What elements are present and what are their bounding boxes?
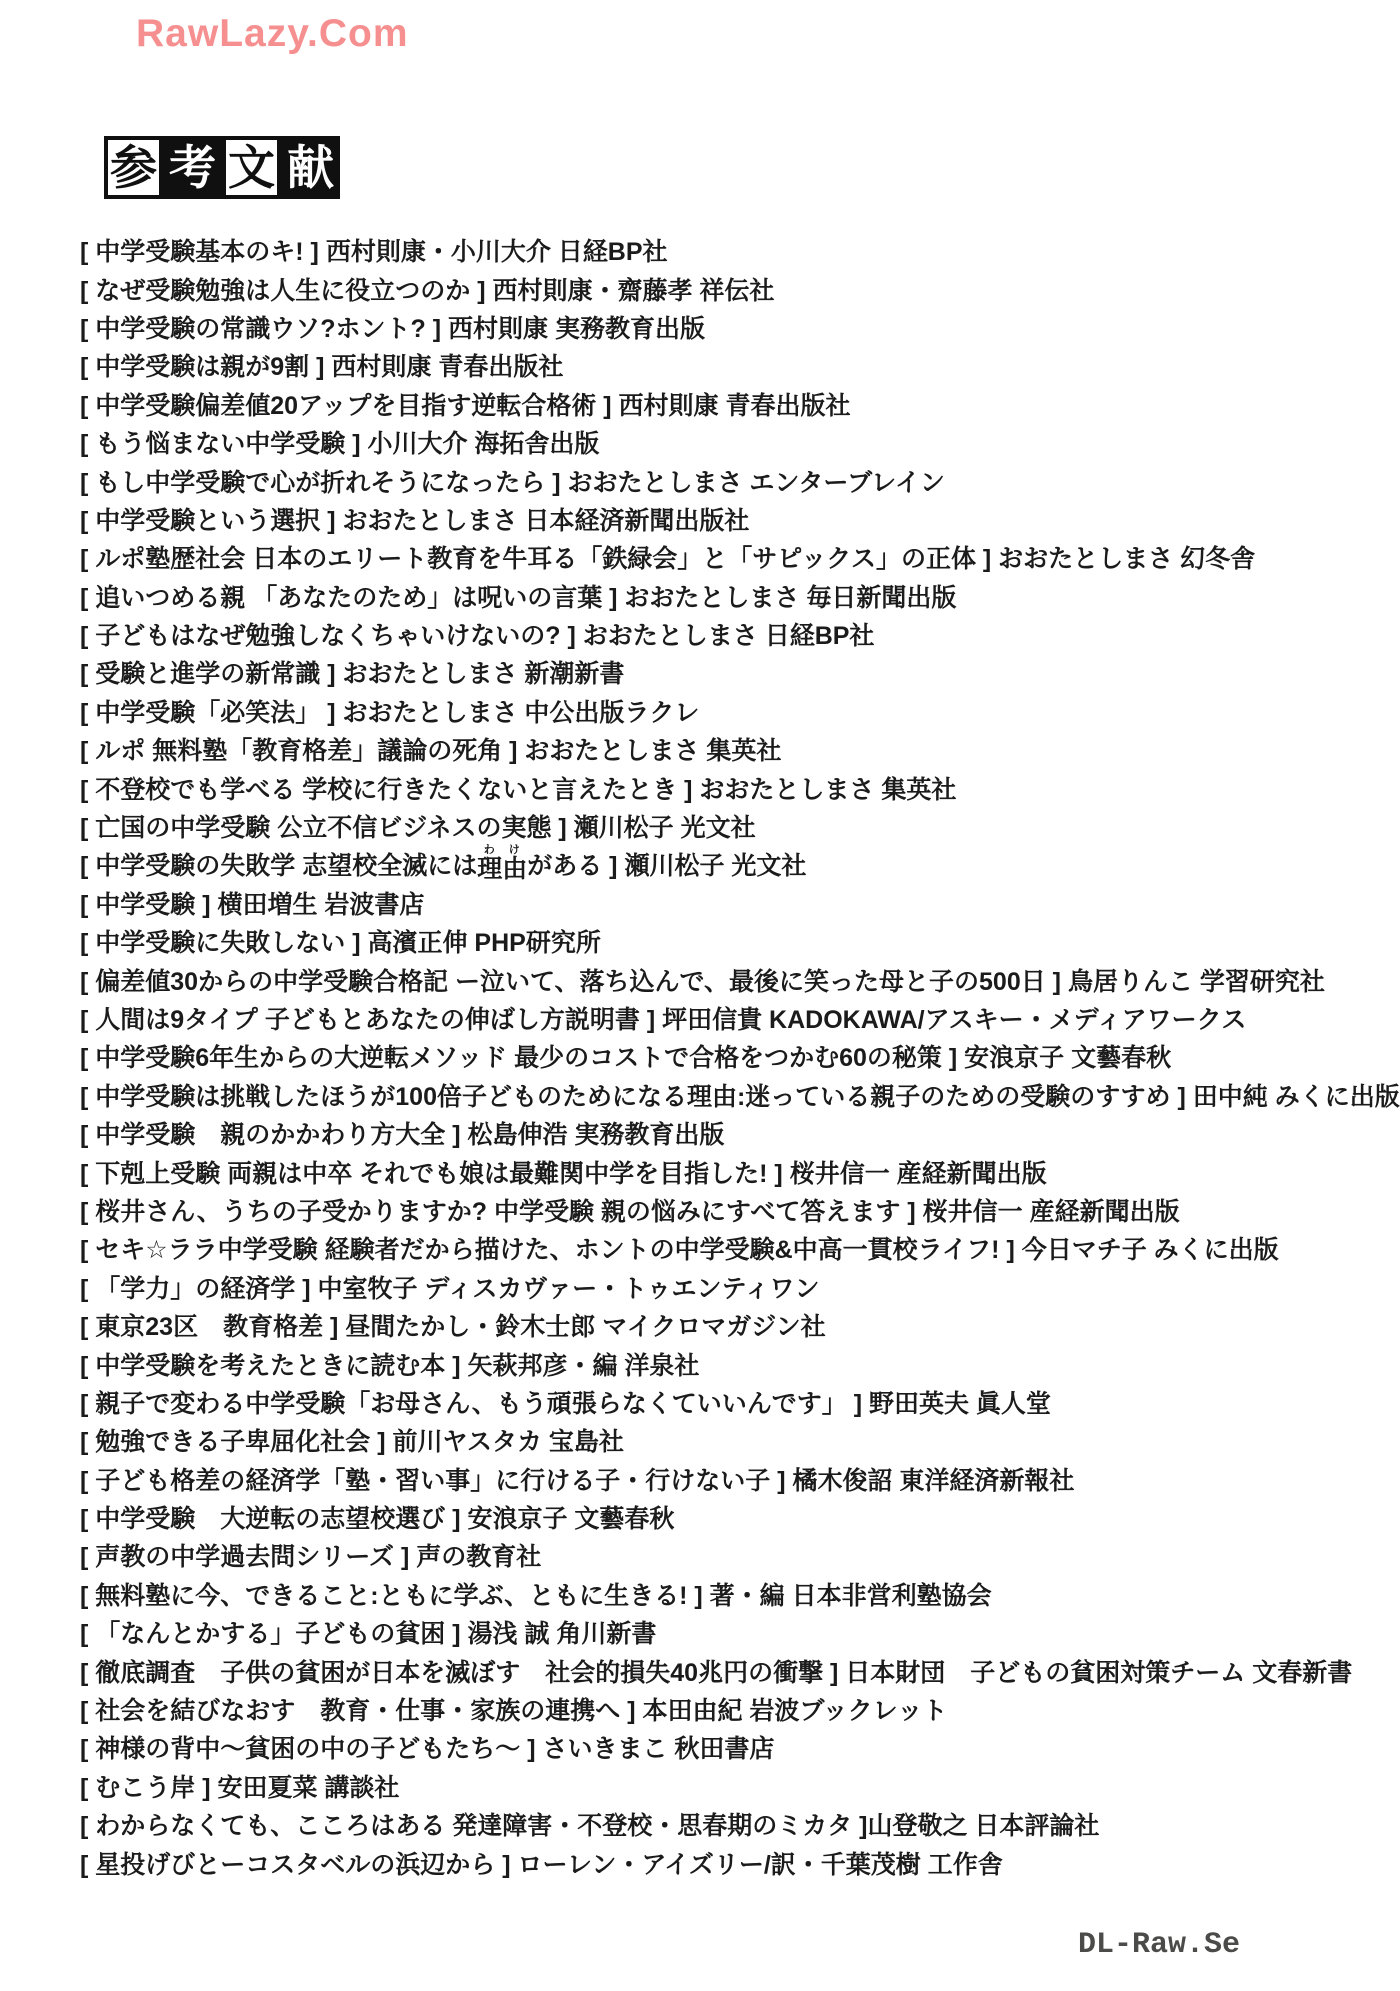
bibliography-list xyxy=(80,231,1400,1882)
entry-text: [ なぜ受験勉強は人生に役立つのか ] 西村則康・齋藤孝 祥伝社 xyxy=(80,276,775,305)
bibliography-entry xyxy=(80,1767,1390,1805)
entry-text: [ 不登校でも学べる 学校に行きたくないと言えたとき ] おおたとしまさ 集英社 xyxy=(80,775,957,804)
bibliography-entry xyxy=(80,231,1390,269)
bibliography-entry xyxy=(80,423,1390,461)
entry-text: [ 子ども格差の経済学「塾・習い事」に行ける子・行けない子 ] 橘木俊詔 東洋経済新報社 xyxy=(80,1466,1075,1495)
header-char: 文 xyxy=(222,136,281,199)
entry-text: [ 中学受験に失敗しない ] 高濱正伸 PHP研究所 xyxy=(80,929,601,958)
bibliography-entry xyxy=(80,1651,1390,1689)
entry-text: [ 中学受験の失敗学 志望校全滅には xyxy=(80,852,478,881)
bibliography-entry xyxy=(80,1268,1390,1306)
furigana-ruby xyxy=(477,844,527,885)
bibliography-entry xyxy=(80,1536,1390,1574)
entry-text: [ ルポ塾歴社会 日本のエリート教育を牛耳る「鉄緑会」と「サピックス」の正体 ] おおたとしまさ 幻冬舎 xyxy=(80,545,1256,574)
bibliography-entry xyxy=(80,1690,1390,1728)
bibliography-entry xyxy=(80,960,1390,998)
entry-text: [ 桜井さん、うちの子受かりますか? 中学受験 親の悩みにすべて答えます ] 桜井信一 産経新聞出版 xyxy=(80,1197,1180,1226)
entry-text: [ 人間は9タイプ 子どもとあなたの伸ばし方説明書 ] 坪田信貴 KADOKAWA/アスキー・メディアワークス xyxy=(80,1006,1247,1034)
entry-text: [ 亡国の中学受験 公立不信ビジネスの実態 ] 瀬川松子 光文社 xyxy=(80,814,756,843)
bibliography-entry xyxy=(80,999,1390,1037)
bibliography-entry xyxy=(80,1152,1390,1190)
entry-text: [ 中学受験という選択 ] おおたとしまさ 日本経済新聞出版社 xyxy=(80,506,750,535)
entry-text: [ 追いつめる親 「あなたのため」は呪いの言葉 ] おおたとしまさ 毎日新聞出版 xyxy=(80,583,957,612)
bibliography-entry xyxy=(80,1460,1390,1498)
bibliography-entry xyxy=(80,500,1390,538)
bibliography-entry xyxy=(80,346,1390,384)
entry-text: がある ] 瀬川松子 光文社 xyxy=(527,852,807,881)
entry-text: [ 偏差値30からの中学受験合格記 ー泣いて、落ち込んで、最後に笑った母と子の500日 ] 鳥居りんこ 学習研究社 xyxy=(80,967,1325,996)
entry-text: [ 中学受験偏差値20アップを目指す逆転合格術 ] 西村則康 青春出版社 xyxy=(80,391,851,420)
bibliography-entry xyxy=(80,768,1390,806)
bibliography-entry xyxy=(80,1613,1390,1651)
entry-text: [ セキ☆ララ中学受験 経験者だから描けた、ホントの中学受験&中高一貫校ライフ! ] 今日マチ子 みくに出版 xyxy=(80,1236,1279,1265)
bibliography-entry xyxy=(80,1383,1390,1421)
entry-text: [ 中学受験 親のかかわり方大全 ] 松島伸浩 実務教育出版 xyxy=(80,1121,725,1150)
header-char: 参 xyxy=(104,136,163,199)
entry-text: [ 無料塾に今、できること:ともに学ぶ、ともに生きる! ] 著・編 日本非営利塾協会 xyxy=(80,1581,992,1610)
bibliography-entry xyxy=(80,1037,1390,1075)
bibliography-entry xyxy=(80,1076,1400,1114)
bibliography-entry xyxy=(80,1805,1390,1843)
entry-text: [ 中学受験は挑戦したほうが100倍子どものためになる理由:迷っている親子のための受験のすすめ ] 田中純 みくに出版 xyxy=(80,1082,1400,1111)
bibliography-entry xyxy=(80,884,1390,922)
bibliography-entry xyxy=(80,845,1390,883)
entry-text: [ 中学受験 ] 横田増生 岩波書店 xyxy=(80,890,425,919)
bibliography-entry xyxy=(80,1421,1390,1459)
entry-text: [ 神様の背中〜貧困の中の子どもたち〜 ] さいきまこ 秋田書店 xyxy=(80,1735,775,1764)
entry-text: [ むこう岸 ] 安田夏菜 講談社 xyxy=(80,1773,400,1802)
entry-text: [ 中学受験は親が9割 ] 西村則康 青春出版社 xyxy=(80,353,564,382)
entry-text: [ 中学受験を考えたときに読む本 ] 矢萩邦彦・編 洋泉社 xyxy=(80,1351,700,1380)
entry-text: [ 東京23区 教育格差 ] 昼間たかし・鈴木士郎 マイクロマガジン社 xyxy=(80,1313,826,1342)
bibliography-entry xyxy=(80,922,1390,960)
bibliography-entry xyxy=(80,653,1390,691)
entry-text: [ 中学受験の常識ウソ?ホント? ] 西村則康 実務教育出版 xyxy=(80,314,705,343)
bibliography-entry xyxy=(80,1843,1390,1881)
bibliography-entry xyxy=(80,730,1390,768)
bibliography-entry xyxy=(80,1575,1390,1613)
bibliography-entry xyxy=(80,308,1390,346)
bibliography-entry xyxy=(80,1114,1390,1152)
references-header xyxy=(104,136,340,199)
entry-text: [ 勉強できる子卑屈化社会 ] 前川ヤスタカ 宝島社 xyxy=(80,1428,624,1457)
header-char: 献 xyxy=(281,136,340,199)
bibliography-entry xyxy=(80,1229,1390,1267)
entry-text: [ 子どもはなぜ勉強しなくちゃいけないの? ] おおたとしまさ 日経BP社 xyxy=(80,622,875,651)
entry-text: [ 星投げびとーコスタベルの浜辺から ] ローレン・アイズリー/訳・千葉茂樹 工作舎 xyxy=(80,1850,1003,1879)
bibliography-entry xyxy=(80,577,1390,615)
entry-text: [ 声教の中学過去問シリーズ ] 声の教育社 xyxy=(80,1543,542,1572)
site-watermark-top: RawLazy.Com xyxy=(136,12,409,55)
bibliography-entry xyxy=(80,1344,1390,1382)
entry-text: [ 中学受験「必笑法」 ] おおたとしまさ 中公出版ラクレ xyxy=(80,698,700,727)
entry-text: [ 徹底調査 子供の貧困が日本を滅ぼす 社会的損失40兆円の衝撃 ] 日本財団 子どもの貧困対策チーム 文春新書 xyxy=(80,1658,1353,1687)
furigana-base: 理由 xyxy=(477,854,528,883)
entry-text: [ わからなくても、こころはある 発達障害・不登校・思春期のミカタ ]山登敬之 日本評論社 xyxy=(80,1812,1100,1841)
entry-text: [ ルポ 無料塾「教育格差」議論の死角 ] おおたとしまさ 集英社 xyxy=(80,737,782,766)
bibliography-entry xyxy=(80,615,1390,653)
bibliography-entry xyxy=(80,461,1390,499)
bibliography-entry xyxy=(80,269,1390,307)
entry-text: [ 社会を結びなおす 教育・仕事・家族の連携へ ] 本田由紀 岩波ブックレット xyxy=(80,1697,948,1726)
bibliography-entry xyxy=(80,385,1390,423)
bibliography-entry xyxy=(80,538,1390,576)
entry-text: [ もし中学受験で心が折れそうになったら ] おおたとしまさ エンターブレイン xyxy=(80,468,945,497)
entry-text: [ 中学受験 大逆転の志望校選び ] 安浪京子 文藝春秋 xyxy=(80,1505,675,1534)
entry-text: [ 中学受験基本のキ! ] 西村則康・小川大介 日経BP社 xyxy=(80,238,668,267)
entry-text: [ 「学力」の経済学 ] 中室牧子 ディスカヴァー・トゥエンティワン xyxy=(80,1274,820,1303)
furigana-reading: わけ xyxy=(477,843,528,856)
bibliography-entry xyxy=(80,1498,1390,1536)
entry-text: [ 「なんとかする」子どもの貧困 ] 湯浅 誠 角川新書 xyxy=(80,1620,657,1649)
header-char: 考 xyxy=(163,136,222,199)
bibliography-entry xyxy=(80,1728,1390,1766)
bibliography-entry xyxy=(80,1306,1390,1344)
entry-text: [ 中学受験6年生からの大逆転メソッド 最少のコストで合格をつかむ60の秘策 ] 安浪京子 文藝春秋 xyxy=(80,1044,1172,1073)
entry-text: [ 親子で変わる中学受験「お母さん、もう頑張らなくていいんです」 ] 野田英夫 眞人堂 xyxy=(80,1389,1051,1418)
bibliography-entry xyxy=(80,1191,1390,1229)
entry-text: [ もう悩まない中学受験 ] 小川大介 海拓舎出版 xyxy=(80,430,600,459)
bibliography-entry xyxy=(80,692,1390,730)
site-watermark-bottom: DL-Raw.Se xyxy=(1078,1928,1241,1962)
entry-text: [ 受験と進学の新常識 ] おおたとしまさ 新潮新書 xyxy=(80,660,625,689)
bibliography-entry xyxy=(80,807,1390,845)
entry-text: [ 下剋上受験 両親は中卒 それでも娘は最難関中学を目指した! ] 桜井信一 産経新聞出版 xyxy=(80,1159,1047,1188)
